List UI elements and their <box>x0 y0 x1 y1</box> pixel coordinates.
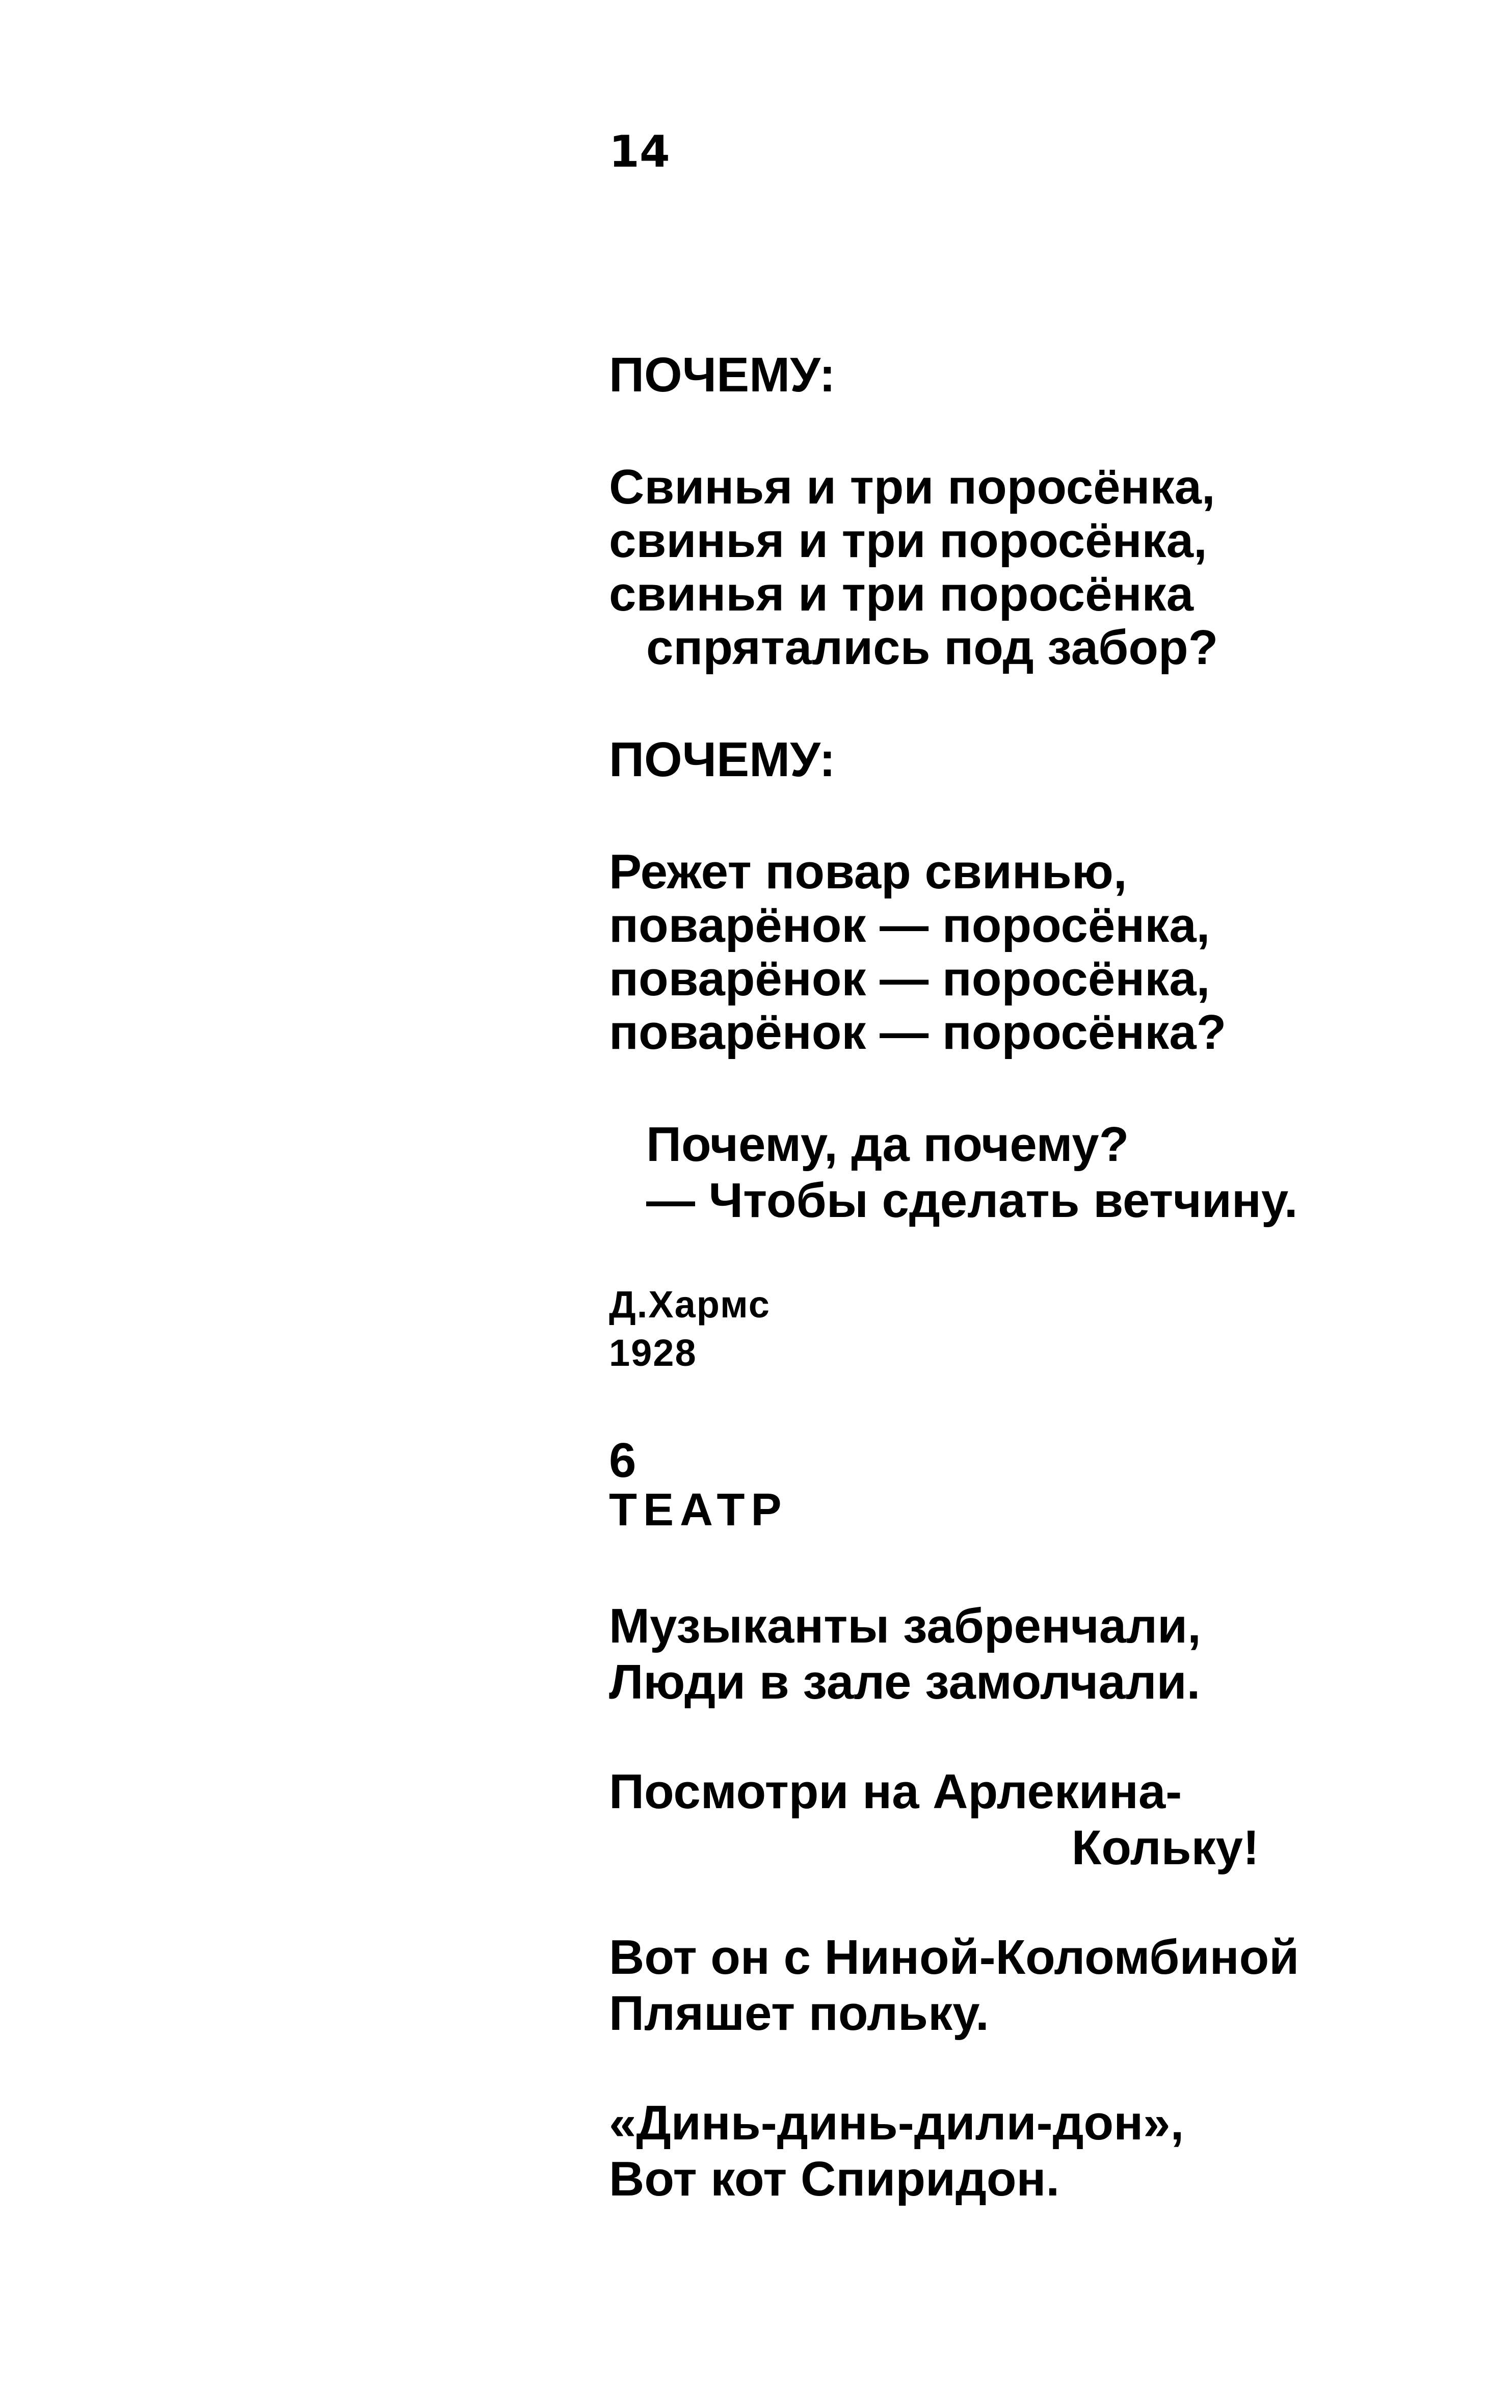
author-name: Д.Хармс <box>609 1283 771 1326</box>
poem-line: Посмотри на Арлекина- <box>609 1764 1182 1819</box>
heading-pochemu-2: ПОЧЕМУ: <box>609 732 836 787</box>
poem-line: Кольку! <box>1071 1820 1259 1875</box>
poem-line: поварёнок — поросёнка, <box>609 951 1210 1006</box>
poem-line: Почему, да почему? <box>646 1117 1129 1172</box>
poem-line: спрятались под забор? <box>646 620 1218 675</box>
poem-line: свинья и три поросёнка, <box>609 513 1207 568</box>
poem-line: Режет повар свинью, <box>609 844 1127 899</box>
poem-line: поварёнок — поросёнка, <box>609 898 1210 952</box>
poem-line: Люди в зале замолчали. <box>609 1655 1201 1709</box>
heading-pochemu-1: ПОЧЕМУ: <box>609 348 836 402</box>
section-number: 6 <box>609 1433 636 1488</box>
poem-line: Пляшет польку. <box>609 1986 989 2041</box>
page-number: 14 <box>609 126 670 177</box>
section-title: ТЕАТР <box>609 1485 788 1536</box>
poem-year: 1928 <box>609 1332 697 1374</box>
poem-line: Вот он с Ниной-Коломбиной <box>609 1930 1299 1984</box>
poem-line: «Динь-динь-дили-дон», <box>609 2096 1184 2150</box>
poem-line: Музыканты забренчали, <box>609 1599 1201 1653</box>
poem-line: поварёнок — поросёнка? <box>609 1005 1227 1060</box>
poem-line: — Чтобы сделать ветчину. <box>646 1173 1298 1228</box>
poem-line: Свинья и три поросёнка, <box>609 460 1215 514</box>
poem-line: свинья и три поросёнка <box>609 567 1193 621</box>
poem-line: Вот кот Спиридон. <box>609 2152 1060 2206</box>
